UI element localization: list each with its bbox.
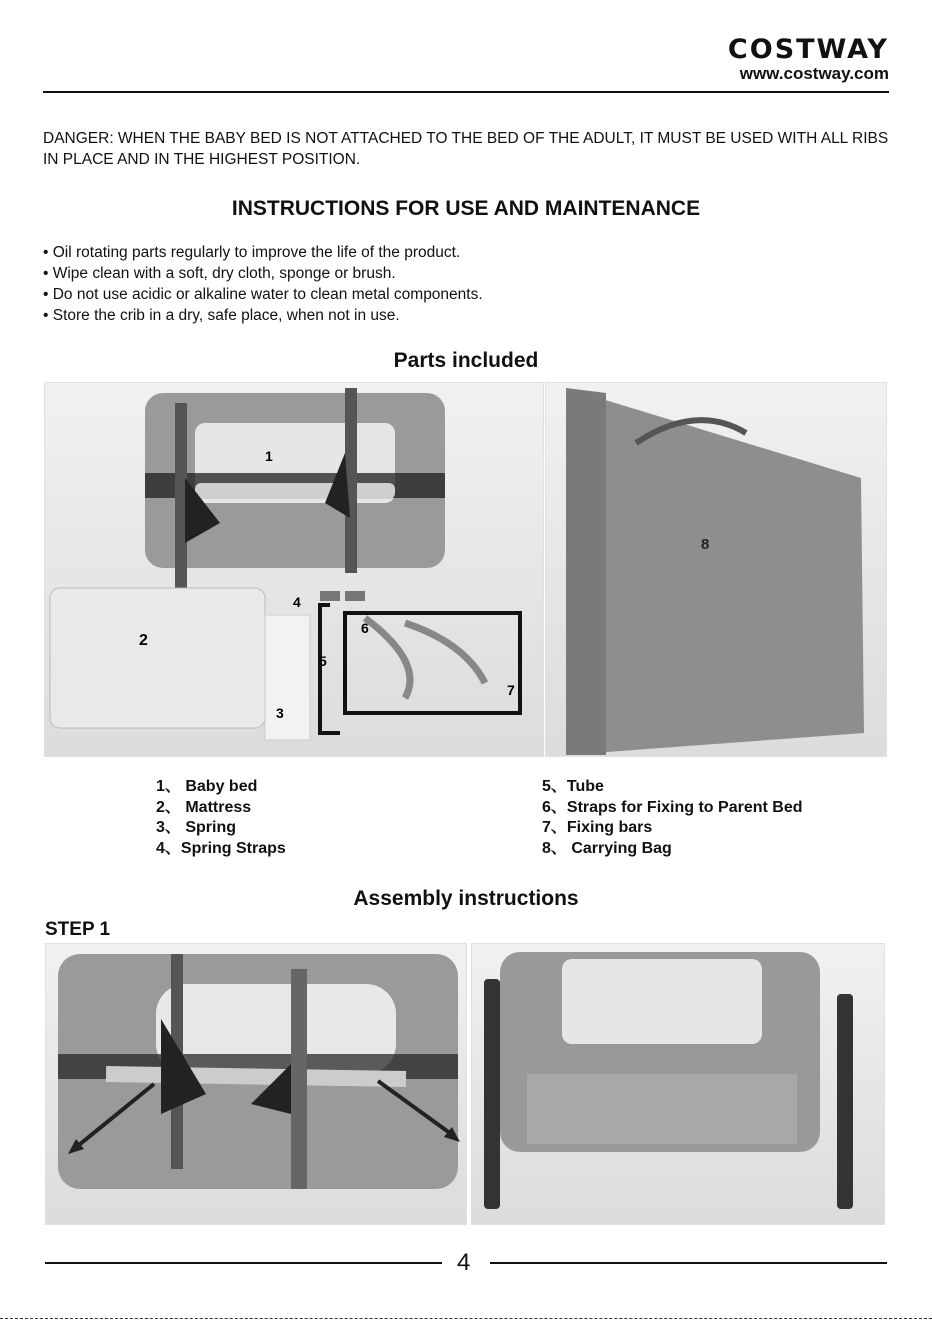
page-number: 4 [457, 1249, 471, 1276]
parts-illustration [45, 383, 543, 756]
parts-list-left [156, 777, 286, 859]
danger-warning: DANGER: WHEN THE BABY BED IS NOT ATTACHED TO THE BED OF THE ADULT, IT MUST BE USED WITH ALL RIBS IN PLACE AND IN THE HIGHEST POSITION. [43, 130, 889, 168]
footer-rule-right [490, 1262, 887, 1264]
assembly-heading: Assembly instructions [353, 887, 579, 910]
part-label: 7 [507, 682, 515, 698]
list-item: • Store the crib in a dry, safe place, when not in use. [43, 307, 400, 324]
maintenance-list [43, 242, 483, 326]
part-label: 3 [276, 705, 284, 721]
parts-list-right [542, 777, 803, 859]
part-label: 8 [701, 536, 710, 553]
step1-photo-right [471, 943, 885, 1225]
footer-rule-left [45, 1262, 442, 1264]
list-item: • Do not use acidic or alkaline water to clean metal components. [43, 286, 483, 303]
list-item: 8、 Carrying Bag [542, 839, 672, 857]
parts-heading: Parts included [393, 349, 539, 372]
part-label: 1 [265, 448, 273, 464]
part-label: 2 [139, 632, 148, 649]
list-item: • Oil rotating parts regularly to improve the life of the product. [43, 244, 461, 261]
part-label: 5 [319, 653, 327, 669]
bag-illustration [546, 383, 886, 756]
header-divider [43, 91, 889, 93]
brand-name: COSTWAY [727, 34, 889, 65]
list-item: 4、Spring Straps [156, 839, 286, 857]
list-item: 1、 Baby bed [156, 778, 258, 795]
carrying-bag-photo [545, 382, 887, 757]
part-label: 6 [361, 620, 369, 636]
costway-logo [728, 36, 889, 84]
list-item: 2、 Mattress [156, 798, 252, 816]
step1-left-illustration [46, 944, 466, 1224]
step1-right-illustration [472, 944, 884, 1224]
list-item: 6、Straps for Fixing to Parent Bed [542, 798, 803, 816]
step1-photo-left [45, 943, 467, 1225]
website-url: www.costway.com [739, 64, 889, 83]
list-item: 5、Tube [542, 778, 604, 795]
step-label: STEP 1 [45, 919, 111, 940]
list-item: 7、Fixing bars [542, 819, 653, 837]
bottom-cut-line [0, 1318, 932, 1319]
list-item: 3、 Spring [156, 819, 237, 837]
list-item: • Wipe clean with a soft, dry cloth, sponge or brush. [43, 265, 396, 282]
parts-photo [44, 382, 544, 757]
maintenance-heading: INSTRUCTIONS FOR USE AND MAINTENANCE [231, 197, 701, 220]
part-label: 4 [293, 594, 301, 610]
